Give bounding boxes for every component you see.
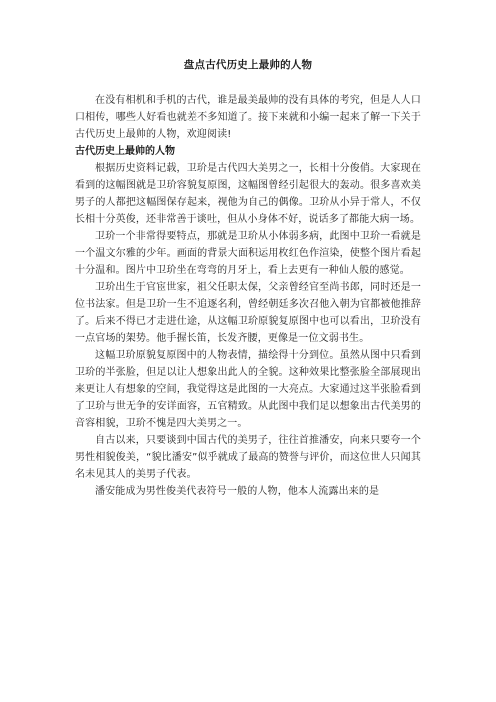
body-paragraph: 潘安能成为男性俊美代表符号一般的人物，他本人流露出来的是 xyxy=(95,486,380,497)
body-paragraph: 这幅卫玠原貌复原图中的人物表情，描绘得十分到位。虽然从图中只看到卫玠的半张脸，但足以让人想象出此人的全貌。这种效果比整张脸全部展现出来更让人有想象的空间，我觉得这是此图的一大亮点。大家通过这半张脸看到了卫玠与世无争的安详面容，五官精致。从此图中我们足以想象出古代美男的音容相貌，卫玠不愧是四大美男之一。 xyxy=(75,350,421,429)
intro-paragraph: 在没有相机和手机的古代，谁是最美最帅的没有具体的考究，但是人人口口相传，哪些人好看也就差不多知道了。接下来就和小编一起来了解一下关于古代历史上最帅的人物，欢迎阅读! xyxy=(75,95,421,140)
body-paragraph: 卫玠一个非常得要特点，那就是卫玠从小体弱多病，此图中卫玠一看就是一个温文尔雅的少年。画面的背景大面积运用枚红色作渲染，使整个图片看起十分温和。图片中卫玠坐在弯弯的月牙上，看上去更有一种仙人般的感觉。 xyxy=(75,231,421,276)
body-paragraph: 自古以来，只要谈到中国古代的美男子，往往首推潘安，向来只要夸一个男性相貌俊美，“貌比潘安”似乎就成了最高的赞誉与评价，而这位世人只闻其名未见其人的美男子代表。 xyxy=(75,435,421,480)
document-page xyxy=(75,58,421,500)
body-paragraph: 根据历史资料记载，卫玠是古代四大美男之一，长相十分俊俏。大家现在看到的这幅图就是卫玠容貌复原图，这幅图曾经引起很大的轰动。很多喜欢美男子的人都把这幅图保存起来，视他为自己的偶像。卫玠从小异于常人，不仅长相十分英俊，还非常善于谈吐，但从小身体不好，说话多了都能大病一场。 xyxy=(75,163,421,225)
document-title: 盘点古代历史上最帅的人物 xyxy=(183,59,313,71)
body-paragraph: 卫玠出生于官宦世家，祖父任职太保，父亲曾经官至尚书郎，同时还是一位书法家。但是卫玠一生不追逐名利，曾经朝廷多次召他入朝为官都被他推辞了。后来不得已才走进仕途，从这幅卫玠原貌复原图中也可以看出，卫玠没有一点官场的架势。他手握长笛，长发齐腰，更像是一位文弱书生。 xyxy=(75,282,421,344)
section-heading: 古代历史上最帅的人物 xyxy=(75,146,175,157)
